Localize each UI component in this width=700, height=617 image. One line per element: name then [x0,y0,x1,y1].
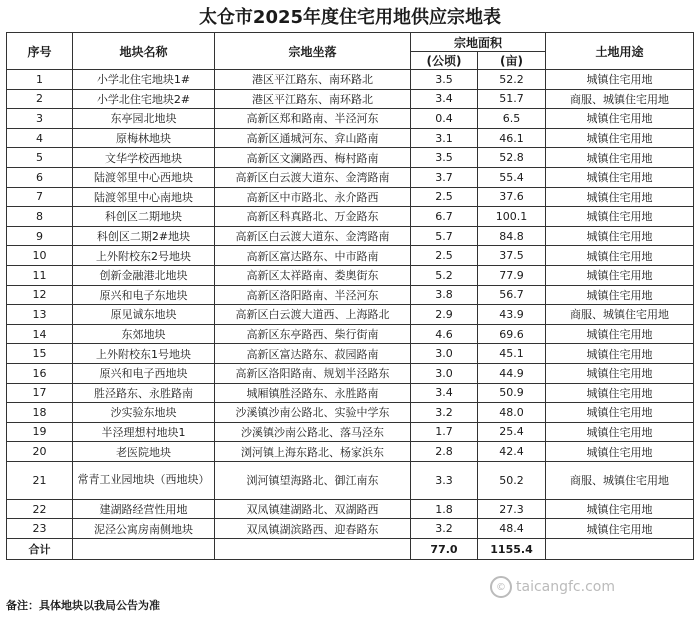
cell-area-mu: 50.9 [478,383,546,403]
cell-use: 城镇住宅用地 [546,519,694,539]
table-row [7,305,694,325]
cell-area-ha: 3.4 [411,383,478,403]
cell-location: 高新区富达路东、中市路南 [215,246,411,266]
cell-name: 陆渡邻里中心西地块 [73,167,215,187]
table-row [7,442,694,462]
cell-seq: 16 [7,363,73,383]
cell-location: 沙溪镇沙南公路北、落马泾东 [215,422,411,442]
cell-name: 创新金融港北地块 [73,265,215,285]
cell-use: 城镇住宅用地 [546,226,694,246]
cell-name: 科创区二期地块 [73,207,215,227]
cell-seq: 2 [7,89,73,109]
cell-name: 半泾理想村地块1 [73,422,215,442]
cell-use: 城镇住宅用地 [546,148,694,168]
cell-use: 商服、城镇住宅用地 [546,89,694,109]
cell-area-mu: 48.0 [478,403,546,423]
table-row [7,324,694,344]
cell-seq: 21 [7,461,73,499]
cell-area-ha: 2.5 [411,187,478,207]
cell-seq: 18 [7,403,73,423]
cell-name: 文华学校西地块 [73,148,215,168]
table-row [7,148,694,168]
cell-use: 城镇住宅用地 [546,363,694,383]
total-mu: 1155.4 [478,539,546,560]
cell-area-mu: 45.1 [478,344,546,364]
cell-seq: 9 [7,226,73,246]
watermark-text: taicangfc.com [516,579,615,595]
total-ha: 77.0 [411,539,478,560]
table-row [7,403,694,423]
table-row [7,519,694,539]
cell-area-ha: 0.4 [411,109,478,129]
cell-name: 东亭园北地块 [73,109,215,129]
cell-area-mu: 84.8 [478,226,546,246]
table-row [7,128,694,148]
cell-use: 城镇住宅用地 [546,109,694,129]
cell-use: 城镇住宅用地 [546,442,694,462]
total-label: 合计 [7,539,73,560]
cell-location: 高新区东亭路西、柴行街南 [215,324,411,344]
cell-name: 上外附校东1号地块 [73,344,215,364]
cell-use: 城镇住宅用地 [546,422,694,442]
cell-area-ha: 2.8 [411,442,478,462]
header-area: 宗地面积 [411,33,546,52]
cell-use: 城镇住宅用地 [546,207,694,227]
footnote: 备注：具体地块以我局公告为准 [6,599,160,612]
cell-area-mu: 42.4 [478,442,546,462]
cell-seq: 19 [7,422,73,442]
cell-seq: 20 [7,442,73,462]
cell-use: 城镇住宅用地 [546,265,694,285]
cell-name: 泥泾公寓房南侧地块 [73,519,215,539]
cell-area-ha: 5.7 [411,226,478,246]
table-row [7,499,694,519]
cell-area-mu: 37.6 [478,187,546,207]
cell-seq: 6 [7,167,73,187]
cell-area-mu: 25.4 [478,422,546,442]
cell-name: 科创区二期2#地块 [73,226,215,246]
cell-name: 小学北住宅地块1# [73,70,215,90]
table-row [7,89,694,109]
watermark-logo-icon: © [490,576,512,598]
cell-location: 浏河镇望海路北、御江南东 [215,461,411,499]
cell-use: 城镇住宅用地 [546,70,694,90]
cell-seq: 1 [7,70,73,90]
cell-area-mu: 55.4 [478,167,546,187]
cell-area-mu: 56.7 [478,285,546,305]
cell-seq: 17 [7,383,73,403]
table-row [7,70,694,90]
cell-seq: 3 [7,109,73,129]
header-area-ha: (公顷) [411,52,478,70]
cell-area-ha: 4.6 [411,324,478,344]
cell-area-mu: 46.1 [478,128,546,148]
cell-use: 商服、城镇住宅用地 [546,461,694,499]
cell-use: 商服、城镇住宅用地 [546,305,694,325]
table-row [7,109,694,129]
header-name: 地块名称 [73,33,215,70]
cell-area-ha: 2.9 [411,305,478,325]
cell-area-ha: 3.0 [411,344,478,364]
table-row [7,363,694,383]
land-supply-table [6,32,694,560]
cell-area-mu: 48.4 [478,519,546,539]
cell-location: 高新区洛阳路南、半泾河东 [215,285,411,305]
cell-area-ha: 3.4 [411,89,478,109]
cell-area-mu: 27.3 [478,499,546,519]
cell-area-mu: 100.1 [478,207,546,227]
cell-area-ha: 1.8 [411,499,478,519]
cell-area-ha: 3.2 [411,519,478,539]
cell-name: 原见诚东地块 [73,305,215,325]
table-row [7,383,694,403]
cell-location: 高新区科真路北、万金路东 [215,207,411,227]
cell-use: 城镇住宅用地 [546,285,694,305]
cell-location: 高新区白云渡大道东、金湾路南 [215,167,411,187]
cell-name: 常青工业园地块（西地块） [73,461,215,499]
cell-use: 城镇住宅用地 [546,403,694,423]
cell-location: 高新区太祥路南、娄奥街东 [215,265,411,285]
watermark [490,576,615,598]
header-seq: 序号 [7,33,73,70]
cell-location: 高新区郑和路南、半泾河东 [215,109,411,129]
cell-use: 城镇住宅用地 [546,344,694,364]
document-title: 太仓市2025年度住宅用地供应宗地表 [198,7,502,28]
cell-area-mu: 44.9 [478,363,546,383]
total-empty-name [73,539,215,560]
cell-area-mu: 77.9 [478,265,546,285]
cell-area-mu: 37.5 [478,246,546,266]
cell-location: 高新区通城河东、弇山路南 [215,128,411,148]
table-row [7,285,694,305]
cell-name: 原梅林地块 [73,128,215,148]
table-row [7,246,694,266]
table-row [7,344,694,364]
cell-location: 双凤镇建湖路北、双湖路西 [215,499,411,519]
cell-area-ha: 3.0 [411,363,478,383]
cell-location: 高新区中市路北、永介路西 [215,187,411,207]
cell-use: 城镇住宅用地 [546,167,694,187]
cell-use: 城镇住宅用地 [546,383,694,403]
cell-seq: 15 [7,344,73,364]
table-row [7,207,694,227]
cell-name: 陆渡邻里中心南地块 [73,187,215,207]
cell-name: 胜泾路东、永胜路南 [73,383,215,403]
table-body [7,70,694,539]
cell-area-ha: 2.5 [411,246,478,266]
header-row [7,33,694,52]
cell-use: 城镇住宅用地 [546,499,694,519]
cell-location: 高新区文澜路西、梅村路南 [215,148,411,168]
cell-seq: 8 [7,207,73,227]
cell-area-ha: 3.1 [411,128,478,148]
cell-location: 双凤镇湖滨路西、迎春路东 [215,519,411,539]
cell-seq: 22 [7,499,73,519]
cell-location: 沙溪镇沙南公路北、实验中学东 [215,403,411,423]
cell-area-ha: 3.5 [411,70,478,90]
table-row [7,461,694,499]
cell-use: 城镇住宅用地 [546,324,694,344]
cell-use: 城镇住宅用地 [546,128,694,148]
cell-area-ha: 1.7 [411,422,478,442]
cell-area-mu: 52.8 [478,148,546,168]
cell-location: 港区平江路东、南环路北 [215,70,411,90]
header-use: 土地用途 [546,33,694,70]
header-area-mu: (亩) [478,52,546,70]
table-row [7,226,694,246]
table-row [7,265,694,285]
cell-name: 东郊地块 [73,324,215,344]
cell-name: 建湖路经营性用地 [73,499,215,519]
cell-seq: 5 [7,148,73,168]
cell-seq: 13 [7,305,73,325]
cell-location: 高新区白云渡大道东、金湾路南 [215,226,411,246]
cell-area-ha: 6.7 [411,207,478,227]
cell-area-mu: 52.2 [478,70,546,90]
cell-seq: 14 [7,324,73,344]
table-row [7,167,694,187]
cell-name: 上外附校东2号地块 [73,246,215,266]
cell-seq: 12 [7,285,73,305]
cell-area-mu: 69.6 [478,324,546,344]
table-row [7,422,694,442]
cell-location: 高新区白云渡大道西、上海路北 [215,305,411,325]
cell-area-ha: 3.3 [411,461,478,499]
cell-area-ha: 3.5 [411,148,478,168]
cell-area-mu: 6.5 [478,109,546,129]
cell-location: 高新区洛阳路南、规划半泾路东 [215,363,411,383]
cell-name: 老医院地块 [73,442,215,462]
cell-use: 城镇住宅用地 [546,187,694,207]
cell-area-mu: 43.9 [478,305,546,325]
total-empty-use [546,539,694,560]
cell-area-ha: 5.2 [411,265,478,285]
cell-area-ha: 3.7 [411,167,478,187]
cell-name: 原兴和电子东地块 [73,285,215,305]
cell-location: 高新区富达路东、菽园路南 [215,344,411,364]
cell-location: 浏河镇上海东路北、杨家浜东 [215,442,411,462]
cell-name: 原兴和电子西地块 [73,363,215,383]
table-row [7,187,694,207]
cell-seq: 7 [7,187,73,207]
cell-seq: 11 [7,265,73,285]
cell-area-mu: 50.2 [478,461,546,499]
cell-name: 小学北住宅地块2# [73,89,215,109]
cell-name: 沙实验东地块 [73,403,215,423]
cell-area-ha: 3.2 [411,403,478,423]
cell-seq: 10 [7,246,73,266]
cell-seq: 4 [7,128,73,148]
cell-location: 港区平江路东、南环路北 [215,89,411,109]
header-location: 宗地坐落 [215,33,411,70]
cell-seq: 23 [7,519,73,539]
cell-use: 城镇住宅用地 [546,246,694,266]
cell-location: 城厢镇胜泾路东、永胜路南 [215,383,411,403]
total-row [7,539,694,560]
cell-area-mu: 51.7 [478,89,546,109]
total-empty-location [215,539,411,560]
cell-area-ha: 3.8 [411,285,478,305]
